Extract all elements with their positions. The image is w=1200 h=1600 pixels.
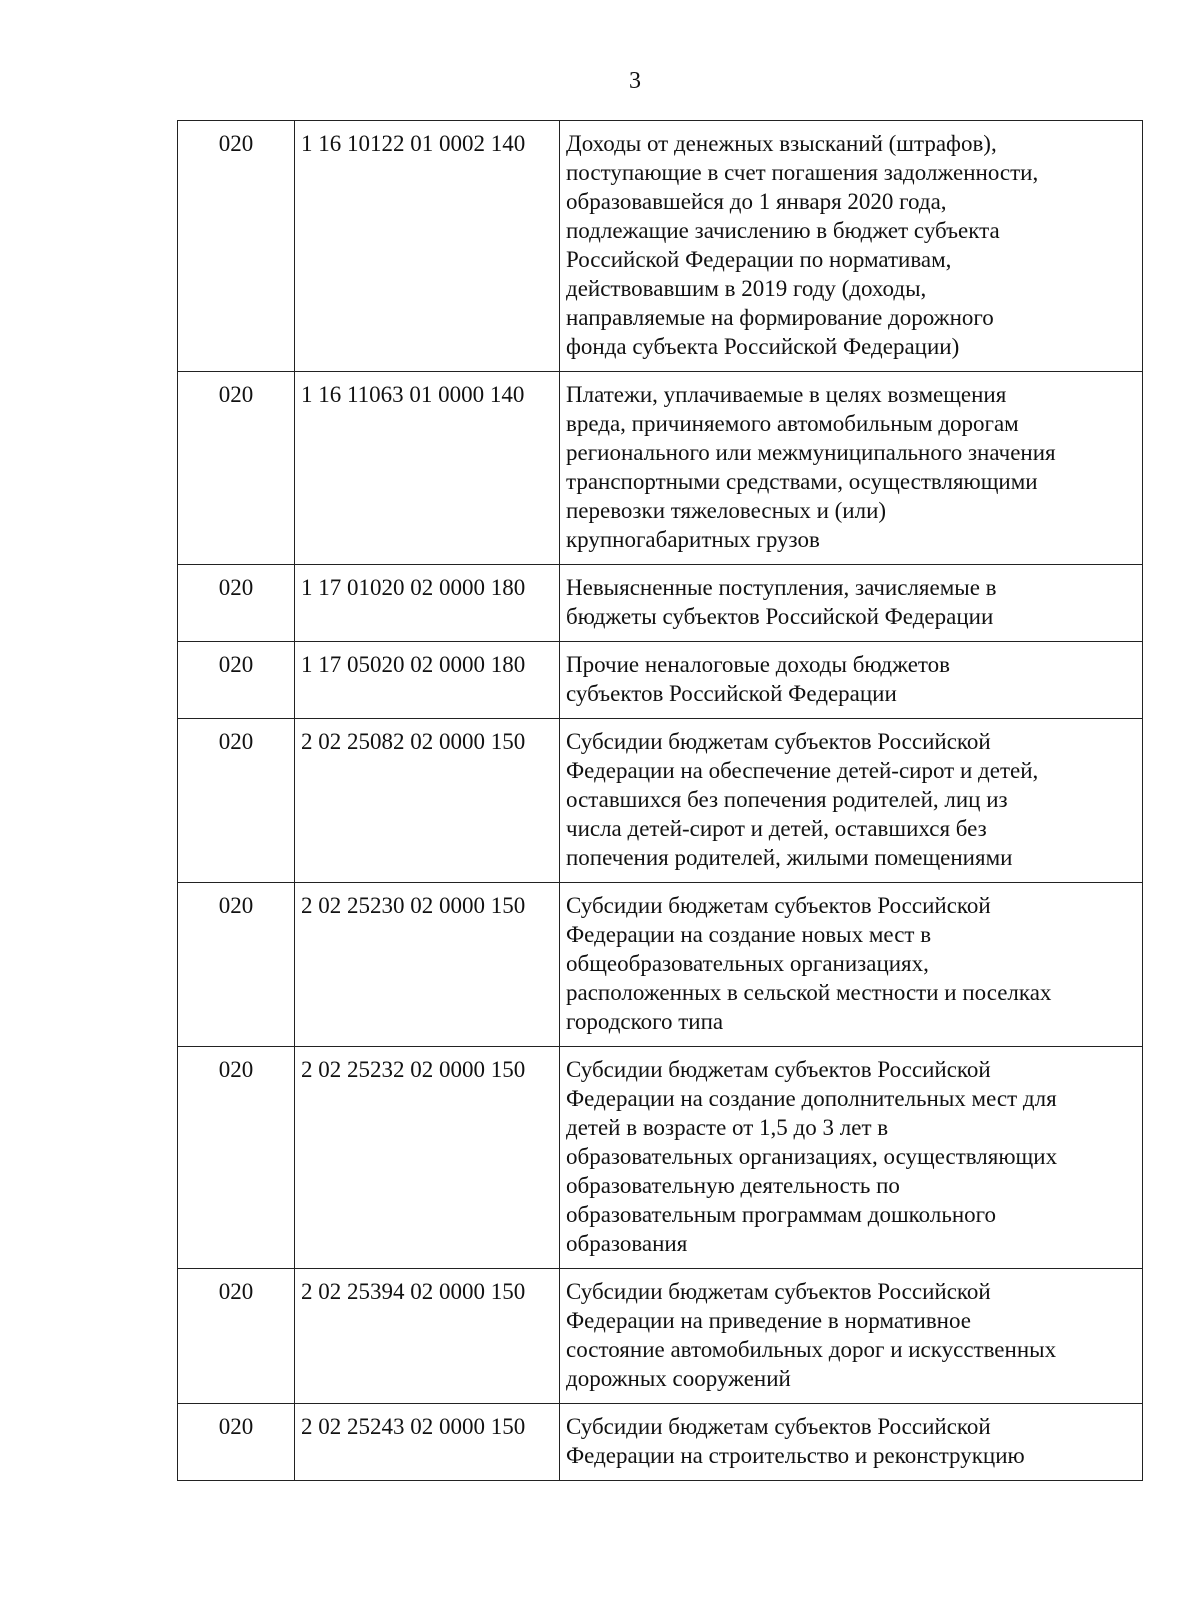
description-cell <box>560 372 1143 565</box>
budget-code-cell: 2 02 25232 02 0000 150 <box>295 1047 560 1269</box>
table-row <box>178 565 1143 642</box>
description-line: Федерации на строительство и реконструкцию <box>566 1443 1025 1468</box>
table-row <box>178 1404 1143 1481</box>
admin-code-cell: 020 <box>178 372 295 565</box>
admin-code-cell: 020 <box>178 1269 295 1404</box>
description-line: Федерации на создание новых мест в <box>566 922 932 947</box>
budget-code-cell: 2 02 25394 02 0000 150 <box>295 1269 560 1404</box>
description-cell <box>560 719 1143 883</box>
description-line: городского типа <box>566 1009 724 1034</box>
description-cell <box>560 642 1143 719</box>
description-line: фонда субъекта Российской Федерации) <box>566 334 960 359</box>
admin-code-cell: 020 <box>178 1047 295 1269</box>
description-line: транспортными средствами, осуществляющими <box>566 469 1038 494</box>
budget-code-cell: 2 02 25230 02 0000 150 <box>295 883 560 1047</box>
description-line: Субсидии бюджетам субъектов Российской <box>566 1414 991 1439</box>
description-line: направляемые на формирование дорожного <box>566 305 994 330</box>
description-line: Субсидии бюджетам субъектов Российской <box>566 893 991 918</box>
description-line: Федерации на приведение в нормативное <box>566 1308 971 1333</box>
description-cell <box>560 1269 1143 1404</box>
description-line: образовательным программам дошкольного <box>566 1202 996 1227</box>
description-line: числа детей-сирот и детей, оставшихся без <box>566 816 987 841</box>
description-line: действовавшим в 2019 году (доходы, <box>566 276 927 301</box>
budget-code-cell: 2 02 25243 02 0000 150 <box>295 1404 560 1481</box>
description-cell <box>560 1047 1143 1269</box>
description-line: Платежи, уплачиваемые в целях возмещения <box>566 382 1007 407</box>
table-row <box>178 372 1143 565</box>
description-line: дорожных сооружений <box>566 1366 791 1391</box>
description-line: подлежащие зачислению в бюджет субъекта <box>566 218 1000 243</box>
description-line: крупногабаритных грузов <box>566 527 820 552</box>
table-row <box>178 642 1143 719</box>
description-line: Федерации на обеспечение детей-сирот и детей, <box>566 758 1039 783</box>
description-line: образовательную деятельность по <box>566 1173 900 1198</box>
admin-code-cell: 020 <box>178 121 295 372</box>
table-row <box>178 883 1143 1047</box>
table-body <box>178 121 1143 1481</box>
description-cell <box>560 1404 1143 1481</box>
description-line: общеобразовательных организациях, <box>566 951 929 976</box>
description-line: оставшихся без попечения родителей, лиц из <box>566 787 1008 812</box>
description-cell <box>560 883 1143 1047</box>
table-row <box>178 1269 1143 1404</box>
description-line: вреда, причиняемого автомобильным дорогам <box>566 411 1019 436</box>
budget-code-cell: 1 16 11063 01 0000 140 <box>295 372 560 565</box>
description-line: Российской Федерации по нормативам, <box>566 247 952 272</box>
table-row <box>178 1047 1143 1269</box>
description-cell <box>560 121 1143 372</box>
description-line: детей в возрасте от 1,5 до 3 лет в <box>566 1115 889 1140</box>
description-line: попечения родителей, жилыми помещениями <box>566 845 1013 870</box>
description-line: бюджеты субъектов Российской Федерации <box>566 604 994 629</box>
description-line: образования <box>566 1231 688 1256</box>
description-line: состояние автомобильных дорог и искусственных <box>566 1337 1057 1362</box>
description-line: регионального или межмуниципального значения <box>566 440 1056 465</box>
description-line: Невыясненные поступления, зачисляемые в <box>566 575 997 600</box>
admin-code-cell: 020 <box>178 1404 295 1481</box>
description-line: поступающие в счет погашения задолженности, <box>566 160 1039 185</box>
description-line: Прочие неналоговые доходы бюджетов <box>566 652 951 677</box>
description-line: перевозки тяжеловесных и (или) <box>566 498 887 523</box>
description-line: Субсидии бюджетам субъектов Российской <box>566 1057 991 1082</box>
description-line: Федерации на создание дополнительных мест для <box>566 1086 1057 1111</box>
description-line: Субсидии бюджетам субъектов Российской <box>566 1279 991 1304</box>
admin-code-cell: 020 <box>178 883 295 1047</box>
budget-classification-table <box>177 120 1143 1481</box>
admin-code-cell: 020 <box>178 719 295 883</box>
table-row <box>178 719 1143 883</box>
description-line: образовательных организациях, осуществляющих <box>566 1144 1058 1169</box>
description-line: Доходы от денежных взысканий (штрафов), <box>566 131 997 156</box>
budget-code-cell: 1 16 10122 01 0002 140 <box>295 121 560 372</box>
page-number: 3 <box>629 68 641 94</box>
description-line: субъектов Российской Федерации <box>566 681 897 706</box>
admin-code-cell: 020 <box>178 565 295 642</box>
description-line: расположенных в сельской местности и поселках <box>566 980 1052 1005</box>
budget-code-cell: 2 02 25082 02 0000 150 <box>295 719 560 883</box>
description-line: Субсидии бюджетам субъектов Российской <box>566 729 991 754</box>
budget-code-cell: 1 17 05020 02 0000 180 <box>295 642 560 719</box>
table-row <box>178 121 1143 372</box>
description-cell <box>560 565 1143 642</box>
budget-code-cell: 1 17 01020 02 0000 180 <box>295 565 560 642</box>
admin-code-cell: 020 <box>178 642 295 719</box>
description-line: образовавшейся до 1 января 2020 года, <box>566 189 947 214</box>
